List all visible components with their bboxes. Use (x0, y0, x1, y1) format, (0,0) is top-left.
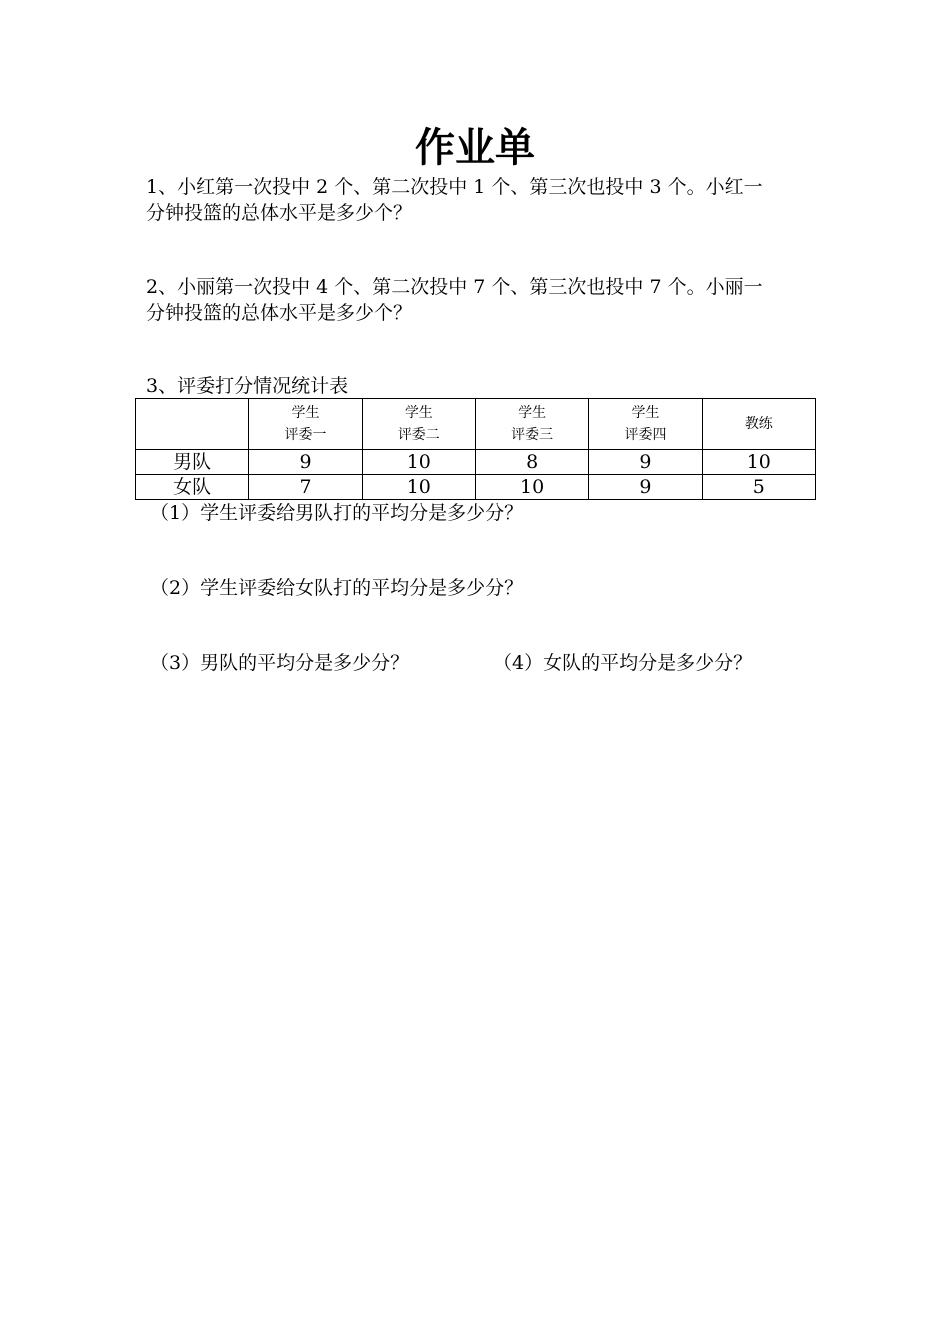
score-cell: 10 (702, 450, 815, 475)
row-label-team: 男队 (136, 450, 249, 475)
header-label: 学生 (291, 405, 320, 421)
header-label: 教练 (744, 416, 773, 432)
score-cell: 10 (362, 475, 475, 500)
problem-1 (146, 174, 818, 226)
row-label-team: 女队 (136, 475, 249, 500)
header-label: 评委二 (397, 427, 440, 443)
problem-1-line-2: 分钟投篮的总体水平是多少个？ (146, 202, 413, 224)
page-title: 作业单 (415, 124, 535, 171)
problem-2-line-2: 分钟投篮的总体水平是多少个？ (146, 302, 413, 324)
score-cell: 8 (475, 450, 588, 475)
table-row (136, 475, 816, 500)
header-label: 学生 (518, 405, 547, 421)
score-cell: 7 (249, 475, 362, 500)
problem-1-line-1: 1、小红第一次投中 2 个、第二次投中 1 个、第三次也投中 3 个。小红一 (146, 176, 763, 198)
score-cell: 9 (589, 475, 702, 500)
header-label: 学生 (631, 405, 660, 421)
header-label: 评委三 (511, 427, 554, 443)
question-1: （1）学生评委给男队打的平均分是多少分？ (150, 502, 524, 524)
table-header-row (136, 399, 816, 450)
problem-2 (146, 274, 818, 326)
section-3-heading: 3、评委打分情况统计表 (146, 375, 349, 397)
score-cell: 10 (475, 475, 588, 500)
score-cell: 10 (362, 450, 475, 475)
question-3: （3）男队的平均分是多少分？ (150, 652, 410, 674)
header-cell-judge-2 (362, 399, 475, 450)
header-label: 评委一 (284, 427, 327, 443)
header-cell-judge-1 (249, 399, 362, 450)
score-cell: 9 (249, 450, 362, 475)
header-label: 评委四 (624, 427, 667, 443)
header-cell-corner (136, 399, 249, 450)
header-cell-judge-4 (589, 399, 702, 450)
question-2: （2）学生评委给女队打的平均分是多少分？ (150, 577, 524, 599)
header-label: 学生 (404, 405, 433, 421)
score-cell: 5 (702, 475, 815, 500)
header-cell-judge-3 (475, 399, 588, 450)
score-table (135, 398, 816, 500)
header-cell-coach (702, 399, 815, 450)
table-row (136, 450, 816, 475)
question-4: （4）女队的平均分是多少分？ (493, 652, 753, 674)
problem-2-line-1: 2、小丽第一次投中 4 个、第二次投中 7 个、第三次也投中 7 个。小丽一 (146, 276, 763, 298)
score-cell: 9 (589, 450, 702, 475)
